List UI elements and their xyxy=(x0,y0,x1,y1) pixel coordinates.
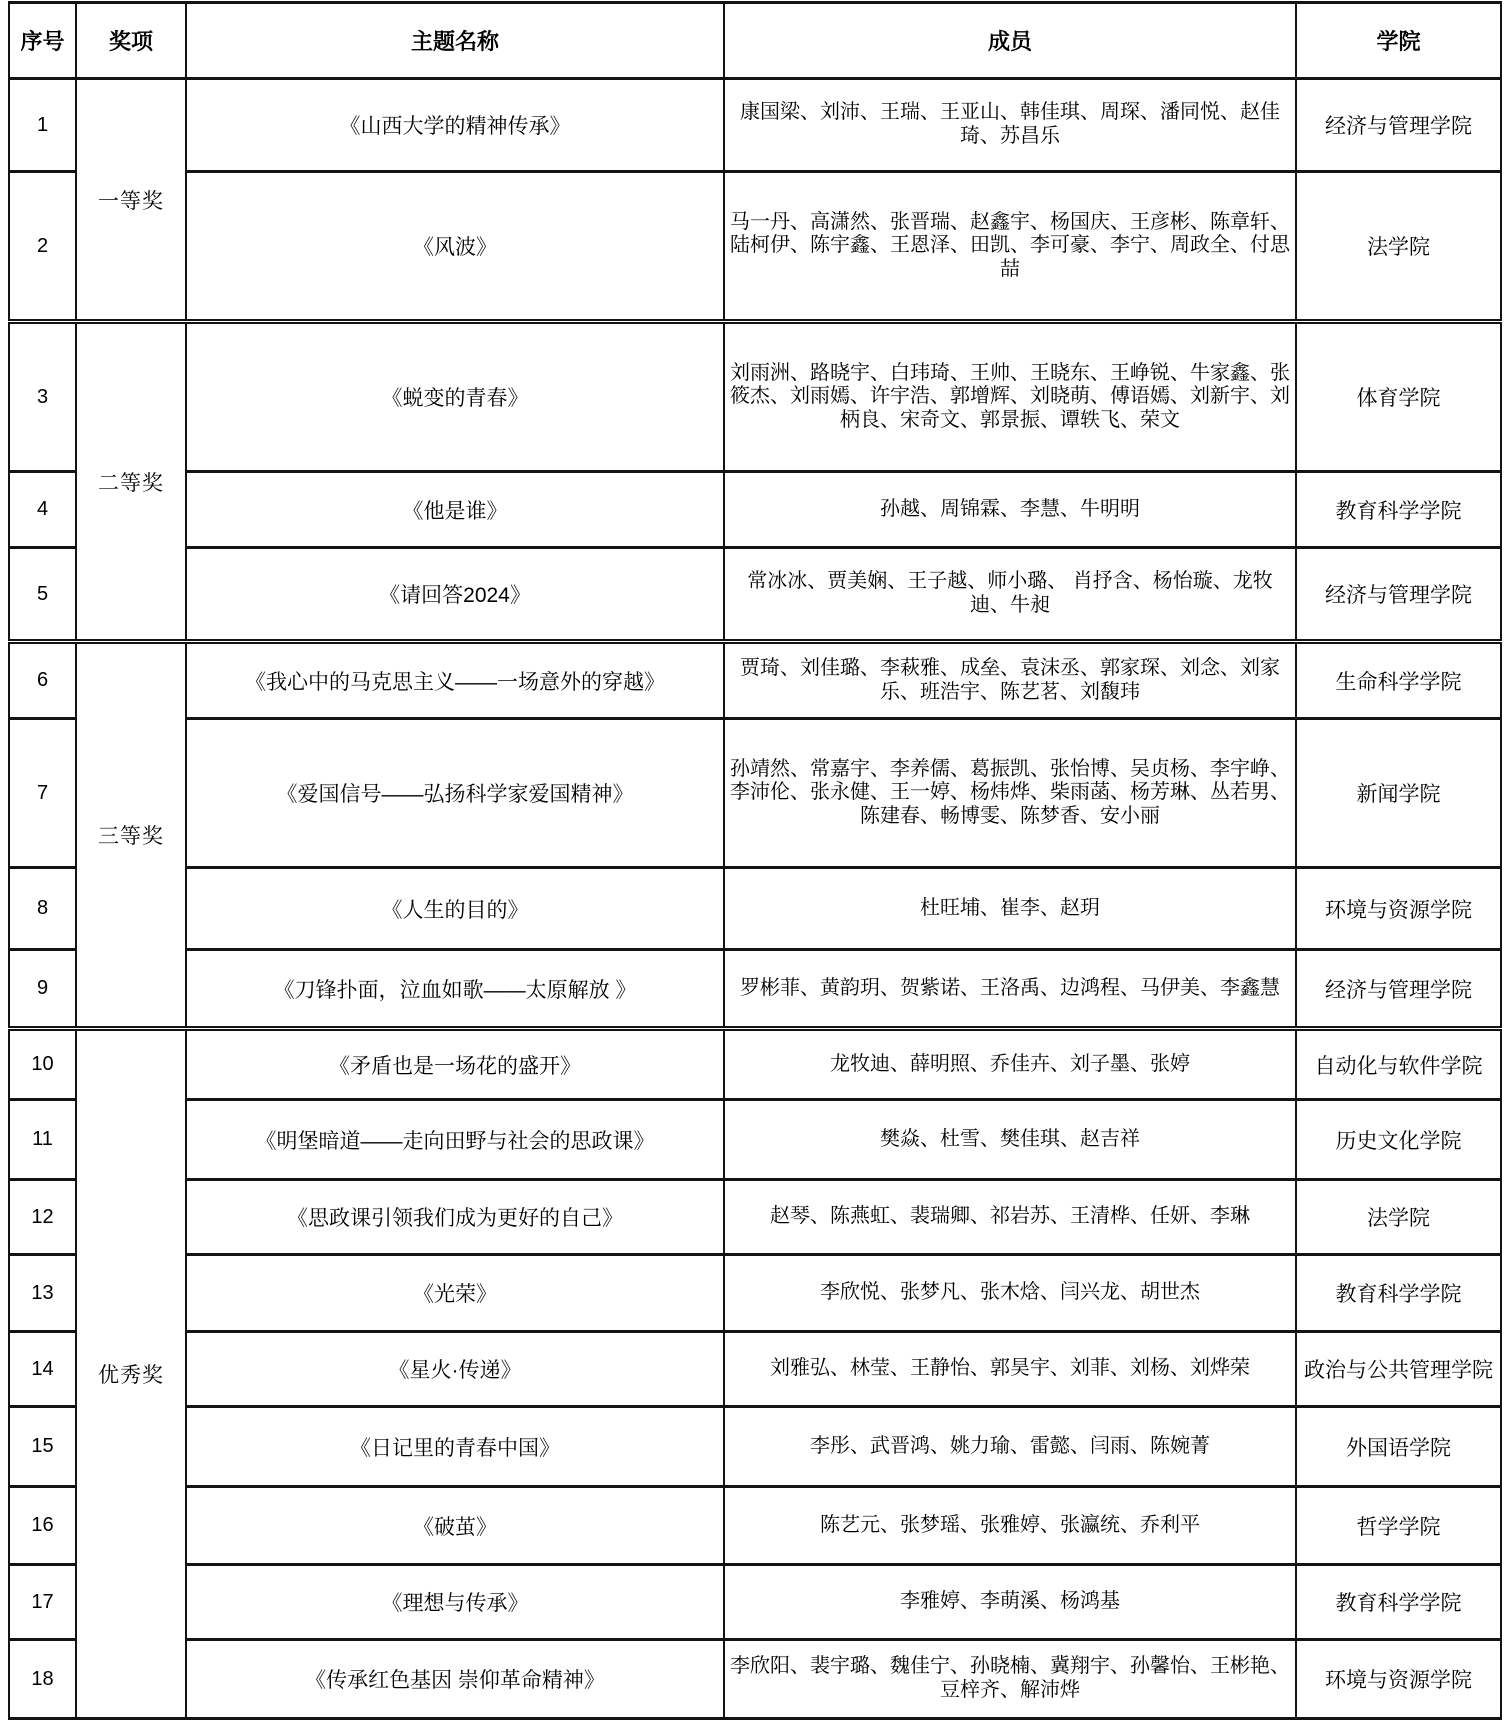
members-cell: 康国梁、刘沛、王瑞、王亚山、韩佳琪、周琛、潘同悦、赵佳琦、苏昌乐 xyxy=(724,79,1296,172)
members-cell: 常冰冰、贾美娴、王子越、师小璐、 肖抒含、杨怡璇、龙牧迪、牛昶 xyxy=(724,548,1296,642)
serial-cell: 14 xyxy=(9,1332,76,1407)
members-cell: 刘雨洲、路晓宇、白玮琦、王帅、王晓东、王峥锐、牛家鑫、张筱杰、刘雨嫣、许宇浩、郭增辉、刘晓萌、傅语嫣、刘新宇、刘柄良、宋奇文、郭景振、谭轶飞、荣文 xyxy=(724,322,1296,472)
college-cell: 教育科学学院 xyxy=(1296,1255,1501,1332)
members-cell: 赵琴、陈燕虹、裴瑞卿、祁岩苏、王清桦、任妍、李琳 xyxy=(724,1180,1296,1255)
college-cell: 法学院 xyxy=(1296,1180,1501,1255)
award-cell-excellence-prize: 优秀奖 xyxy=(76,1029,186,1719)
serial-cell: 12 xyxy=(9,1180,76,1255)
title-cell: 《传承红色基因 崇仰革命精神》 xyxy=(186,1640,724,1719)
award-cell-third-prize: 三等奖 xyxy=(76,642,186,1029)
college-cell: 经济与管理学院 xyxy=(1296,79,1501,172)
college-cell: 法学院 xyxy=(1296,172,1501,322)
serial-cell: 8 xyxy=(9,868,76,950)
table-row xyxy=(9,1487,1501,1565)
serial-cell: 16 xyxy=(9,1487,76,1565)
title-cell: 《山西大学的精神传承》 xyxy=(186,79,724,172)
members-cell: 李欣悦、张梦凡、张木焓、闫兴龙、胡世杰 xyxy=(724,1255,1296,1332)
college-cell: 体育学院 xyxy=(1296,322,1501,472)
header-row xyxy=(9,3,1501,79)
college-cell: 新闻学院 xyxy=(1296,719,1501,868)
title-cell: 《风波》 xyxy=(186,172,724,322)
table-row xyxy=(9,950,1501,1029)
members-cell: 杜旺埔、崔李、赵玥 xyxy=(724,868,1296,950)
table-row xyxy=(9,719,1501,868)
table-row xyxy=(9,1255,1501,1332)
serial-cell: 4 xyxy=(9,472,76,548)
college-cell: 历史文化学院 xyxy=(1296,1100,1501,1180)
title-cell: 《破茧》 xyxy=(186,1487,724,1565)
college-cell: 环境与资源学院 xyxy=(1296,1640,1501,1719)
serial-cell: 17 xyxy=(9,1565,76,1640)
college-cell: 经济与管理学院 xyxy=(1296,548,1501,642)
serial-cell: 10 xyxy=(9,1029,76,1100)
members-cell: 贾琦、刘佳璐、李萩雅、成垒、袁沫丞、郭家琛、刘念、刘家乐、班浩宇、陈艺茗、刘馥玮 xyxy=(724,642,1296,719)
table-row xyxy=(9,1180,1501,1255)
table-row xyxy=(9,79,1501,172)
members-cell: 罗彬菲、黄韵玥、贺紫诺、王洛禹、边鸿程、马伊美、李鑫慧 xyxy=(724,950,1296,1029)
table-row xyxy=(9,1029,1501,1100)
table-row xyxy=(9,1332,1501,1407)
members-cell: 李雅婷、李萌溪、杨鸿基 xyxy=(724,1565,1296,1640)
college-cell: 自动化与软件学院 xyxy=(1296,1029,1501,1100)
title-cell: 《光荣》 xyxy=(186,1255,724,1332)
college-cell: 教育科学学院 xyxy=(1296,472,1501,548)
table-row xyxy=(9,1407,1501,1487)
serial-cell: 2 xyxy=(9,172,76,322)
serial-cell: 18 xyxy=(9,1640,76,1719)
college-cell: 政治与公共管理学院 xyxy=(1296,1332,1501,1407)
title-cell: 《我心中的马克思主义——一场意外的穿越》 xyxy=(186,642,724,719)
college-cell: 教育科学学院 xyxy=(1296,1565,1501,1640)
serial-cell: 13 xyxy=(9,1255,76,1332)
table-row xyxy=(9,472,1501,548)
table-row xyxy=(9,1640,1501,1719)
title-cell: 《他是谁》 xyxy=(186,472,724,548)
serial-cell: 7 xyxy=(9,719,76,868)
serial-cell: 11 xyxy=(9,1100,76,1180)
award-cell-first-prize: 一等奖 xyxy=(76,79,186,322)
column-header-award: 奖项 xyxy=(76,3,186,79)
table-row xyxy=(9,548,1501,642)
column-header-college: 学院 xyxy=(1296,3,1501,79)
title-cell: 《爱国信号——弘扬科学家爱国精神》 xyxy=(186,719,724,868)
title-cell: 《日记里的青春中国》 xyxy=(186,1407,724,1487)
serial-cell: 1 xyxy=(9,79,76,172)
awards-table xyxy=(8,1,1502,1720)
college-cell: 哲学学院 xyxy=(1296,1487,1501,1565)
award-cell-second-prize: 二等奖 xyxy=(76,322,186,642)
title-cell: 《刀锋扑面，泣血如歌——太原解放 》 xyxy=(186,950,724,1029)
column-header-members: 成员 xyxy=(724,3,1296,79)
college-cell: 生命科学学院 xyxy=(1296,642,1501,719)
members-cell: 龙牧迪、薛明照、乔佳卉、刘子墨、张婷 xyxy=(724,1029,1296,1100)
members-cell: 孙靖然、常嘉宇、李养儒、葛振凯、张怡博、吴贞杨、李宇峥、李沛伦、张永健、王一婷、杨炜烨、柴雨菡、杨芳琳、丛若男、陈建春、畅博雯、陈梦香、安小丽 xyxy=(724,719,1296,868)
members-cell: 马一丹、高潇然、张晋瑞、赵鑫宇、杨国庆、王彦彬、陈章轩、陆柯伊、陈宇鑫、王恩泽、田凯、李可豪、李宁、周政全、付思喆 xyxy=(724,172,1296,322)
members-cell: 李欣阳、裴宇璐、魏佳宁、孙晓楠、冀翔宇、孙馨怡、王彬艳、豆梓齐、解沛烨 xyxy=(724,1640,1296,1719)
members-cell: 李彤、武晋鸿、姚力瑜、雷懿、闫雨、陈婉菁 xyxy=(724,1407,1296,1487)
title-cell: 《蜕变的青春》 xyxy=(186,322,724,472)
serial-cell: 9 xyxy=(9,950,76,1029)
table-row xyxy=(9,642,1501,719)
table-row xyxy=(9,1100,1501,1180)
serial-cell: 5 xyxy=(9,548,76,642)
column-header-title: 主题名称 xyxy=(186,3,724,79)
table-row xyxy=(9,322,1501,472)
title-cell: 《星火·传递》 xyxy=(186,1332,724,1407)
title-cell: 《请回答2024》 xyxy=(186,548,724,642)
title-cell: 《思政课引领我们成为更好的自己》 xyxy=(186,1180,724,1255)
column-header-serial: 序号 xyxy=(9,3,76,79)
title-cell: 《人生的目的》 xyxy=(186,868,724,950)
members-cell: 孙越、周锦霖、李慧、牛明明 xyxy=(724,472,1296,548)
serial-cell: 6 xyxy=(9,642,76,719)
title-cell: 《明堡暗道——走向田野与社会的思政课》 xyxy=(186,1100,724,1180)
title-cell: 《理想与传承》 xyxy=(186,1565,724,1640)
serial-cell: 15 xyxy=(9,1407,76,1487)
members-cell: 樊焱、杜雪、樊佳琪、赵吉祥 xyxy=(724,1100,1296,1180)
table-row xyxy=(9,1565,1501,1640)
serial-cell: 3 xyxy=(9,322,76,472)
table-row xyxy=(9,868,1501,950)
members-cell: 刘雅弘、林莹、王静怡、郭昊宇、刘菲、刘杨、刘烨荣 xyxy=(724,1332,1296,1407)
members-cell: 陈艺元、张梦瑶、张雅婷、张瀛统、乔利平 xyxy=(724,1487,1296,1565)
college-cell: 外国语学院 xyxy=(1296,1407,1501,1487)
table-row xyxy=(9,172,1501,322)
college-cell: 经济与管理学院 xyxy=(1296,950,1501,1029)
title-cell: 《矛盾也是一场花的盛开》 xyxy=(186,1029,724,1100)
college-cell: 环境与资源学院 xyxy=(1296,868,1501,950)
